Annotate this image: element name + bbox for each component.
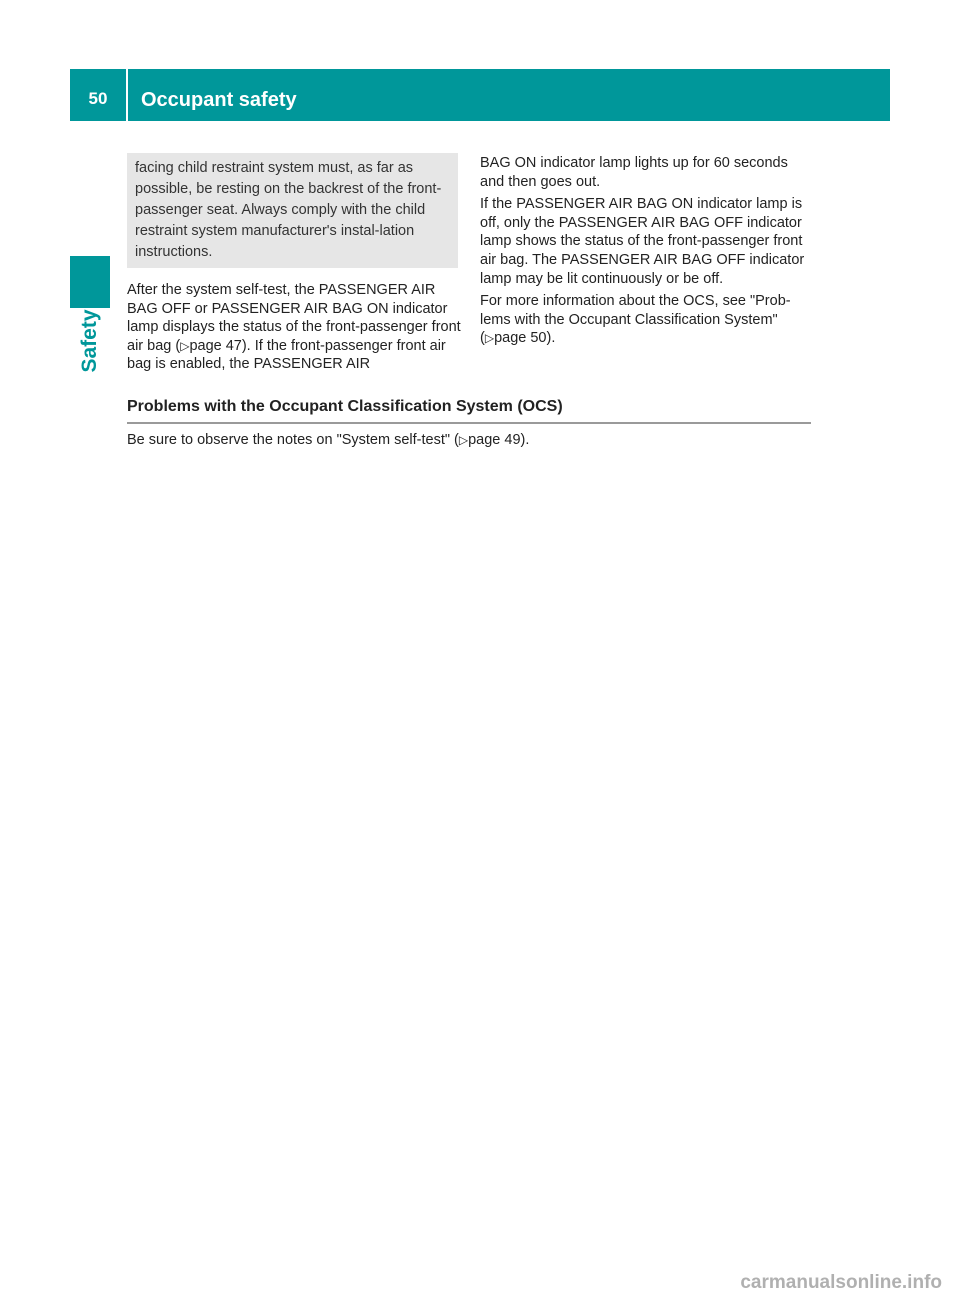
page-number: 50 xyxy=(88,89,108,108)
left-paragraph xyxy=(127,281,462,374)
section-heading: Problems with the Occupant Classification System (OCS) xyxy=(127,398,563,415)
right-paragraph-2: If the PASSENGER AIR BAG ON indicator lamp is off, only the PASSENGER AIR BAG OFF indicator lamp shows the status of the front-passenger front air bag. The PASSENGER AIR BAG OFF indicator lamp may be lit continuously or be off. xyxy=(480,196,805,287)
section-body-text-b: page 49). xyxy=(468,432,530,448)
right-paragraph-1: BAG ON indicator lamp lights up for 60 seconds and then goes out. xyxy=(480,155,788,190)
section-tab-marker xyxy=(70,256,110,308)
header-divider xyxy=(126,69,128,121)
section-divider xyxy=(127,422,811,424)
footer-watermark: carmanualsonline.info xyxy=(740,1272,942,1293)
left-paragraph-text-b: page 47). If the front-passenger front air bag is enabled, the PASSENGER AIR xyxy=(127,337,446,373)
right-paragraph-3 xyxy=(480,292,815,348)
section-tab-label-text: Safety xyxy=(78,309,101,373)
right-paragraph-3-text-b: page 50). xyxy=(494,330,556,347)
note-text: facing child restraint system must, as far as possible, be resting on the backrest of the front-passenger seat. Always comply with the child restraint system manufacturer's instal-lation instructions. xyxy=(135,160,442,260)
section-body xyxy=(127,431,817,450)
page-reference-icon: ▷ xyxy=(180,338,190,353)
page-reference-icon: ▷ xyxy=(484,331,495,346)
left-column xyxy=(127,281,462,378)
left-paragraph-text-a: After the system self-test, the PASSENGER AIR BAG OFF or PASSENGER AIR BAG ON indicator lamp displays the status of the front-passenger front air bag ( xyxy=(127,282,461,354)
section-tab-label xyxy=(70,309,110,373)
page-reference-icon: ▷ xyxy=(458,433,469,447)
right-column xyxy=(480,154,815,352)
section-body-text-a: Be sure to observe the notes on "System self-test" ( xyxy=(127,432,459,448)
right-paragraph-3-text-a: For more information about the OCS, see "Prob-lems with the Occupant Classification System" ( xyxy=(480,293,791,347)
page-title: Occupant safety xyxy=(141,89,297,111)
